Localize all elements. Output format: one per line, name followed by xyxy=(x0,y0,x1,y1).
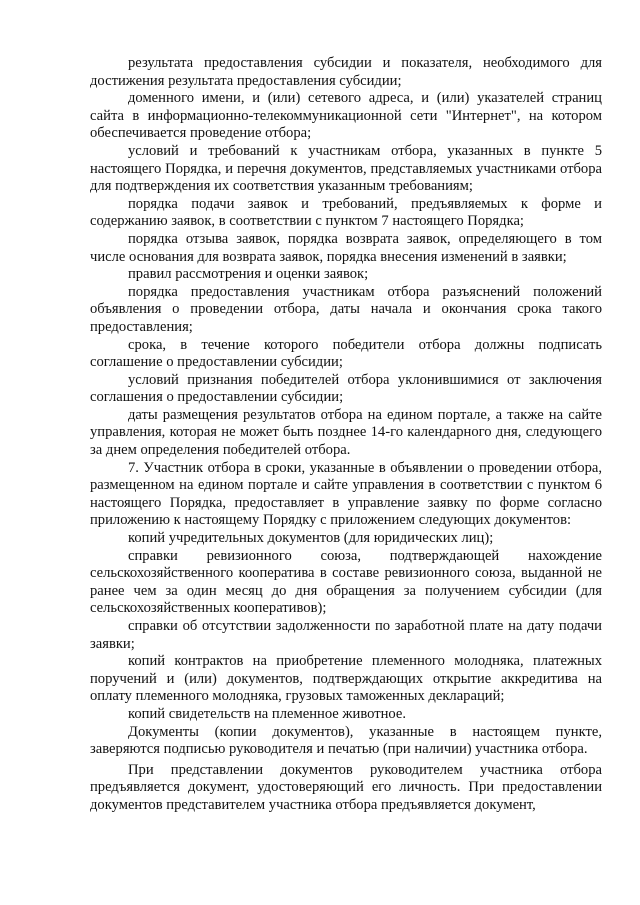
paragraph-contracts-copies: копий контрактов на приобретение племенного молодняка, платежных поручений и (или) документов, подтверждающих открытие аккредитива на оплату племенного молодняка, грузовых таможенных деклараций; xyxy=(90,653,602,705)
paragraph-signing-deadline: срока, в течение которого победители отбора должны подписать соглашение о предоставлении субсидии; xyxy=(90,336,602,371)
paragraph-clarifications: порядка предоставления участникам отбора разъяснений положений объявления о проведении отбора, даты начала и окончания срока такого предоставления; xyxy=(90,283,602,335)
paragraph-clause-7: 7. Участник отбора в сроки, указанные в объявлении о проведении отбора, размещенном на едином портале и сайте управления в соответствии с пунктом 6 настоящего Порядка, предоставляет в управление заявку по форме согласно приложению к настоящему Порядку с приложением следующих документов: xyxy=(90,459,602,529)
paragraph-wage-arrears-certificate: справки об отсутствии задолженности по заработной плате на дату подачи заявки; xyxy=(90,618,602,652)
paragraph-withdrawal-procedure: порядка отзыва заявок, порядка возврата заявок, определяющего в том числе основания для возврата заявок, порядка внесения изменений в заявки; xyxy=(90,230,602,265)
paragraph-breeding-certificates: копий свидетельств на племенное животное. xyxy=(128,705,407,722)
paragraph-founding-documents: копий учредительных документов (для юридических лиц); xyxy=(128,530,494,547)
paragraph-results-publication: даты размещения результатов отбора на едином портале, а также на сайте управления, которая не может быть позднее 14-го календарного дня, следующего за днем определения победителей отбора. xyxy=(90,406,602,459)
paragraph-participant-requirements: условий и требований к участникам отбора, указанных в пункте 5 настоящего Порядка, и перечня документов, представляемых участниками отбора для подтверждения их соответствия указанным требованиям; xyxy=(90,142,602,195)
paragraph-documents-certification: Документы (копии документов), указанные в настоящем пункте, заверяются подписью руководителя и печатью (при наличии) участника отбора. xyxy=(90,723,602,758)
document-page xyxy=(90,55,602,815)
paragraph-review-rules: правил рассмотрения и оценки заявок; xyxy=(128,266,369,283)
paragraph-evasion-conditions: условий признания победителей отбора уклонившимися от заключения соглашения о предоставлении субсидии; xyxy=(90,371,602,406)
paragraph-result-indicator: результата предоставления субсидии и показателя, необходимого для достижения результата предоставления субсидии; xyxy=(90,55,602,89)
paragraph-application-procedure: порядка подачи заявок и требований, предъявляемых к форме и содержанию заявок, в соответствии с пунктом 7 настоящего Порядка; xyxy=(90,195,602,230)
paragraph-identity-documents: При представлении документов руководителем участника отбора предъявляется документ, удостоверяющий его личность. При предоставлении документов представителем участника отбора предъявляется документ, xyxy=(90,761,602,813)
paragraph-audit-union-certificate: справки ревизионного союза, подтверждающей нахождение сельскохозяйственного кооператива в составе ревизионного союза, выданной не ранее чем за один месяц до дня обращения за получением субсидии (для сельскохозяйственных кооперативов); xyxy=(90,547,602,617)
paragraph-domain-name: доменного имени, и (или) сетевого адреса, и (или) указателей страниц сайта в информационно-телекоммуникационной сети "Интернет", на котором обеспечивается проведение отбора; xyxy=(90,90,602,142)
